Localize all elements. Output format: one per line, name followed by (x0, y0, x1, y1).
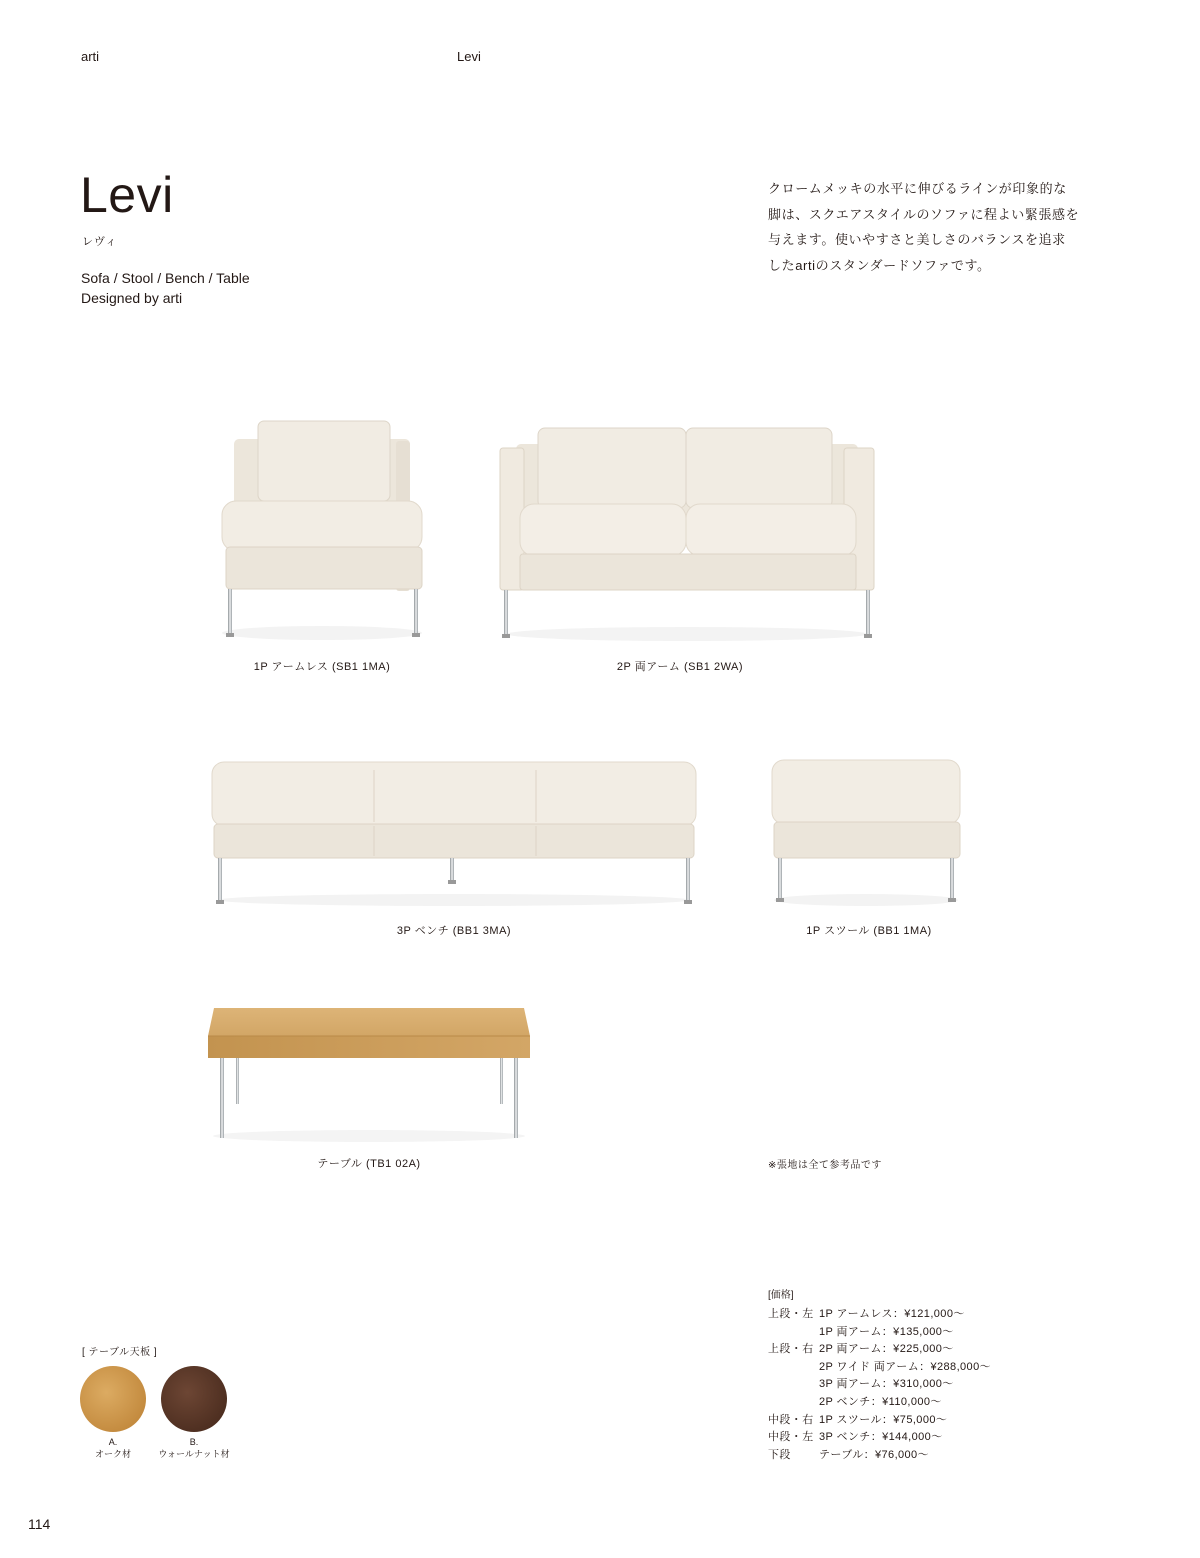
page-number: 114 (28, 1516, 51, 1532)
price-row (768, 1324, 991, 1342)
description-line: クロームメッキの水平に伸びるラインが印象的な (768, 181, 1067, 196)
walnut-code: B. (189, 1437, 199, 1447)
price-item: 2P 両アーム：¥225,000～ (819, 1343, 954, 1356)
description-line: 与えます。使いやすさと美しさのバランスを追求 (768, 232, 1066, 247)
walnut-swatch (161, 1366, 227, 1432)
price-row (768, 1394, 991, 1412)
oak-code: A. (108, 1437, 118, 1447)
stool-image (766, 758, 966, 908)
price-row (768, 1412, 991, 1430)
table-top-title: [ テーブル天板 ] (82, 1347, 158, 1358)
description-line: したartiのスタンダードソファです。 (768, 257, 991, 273)
table-image (204, 1004, 534, 1144)
two-arm-sofa-caption: 2P 両アーム (SB1 2WA) (616, 661, 744, 673)
price-item: 3P ベンチ：¥144,000～ (819, 1431, 943, 1444)
oak-swatch (80, 1366, 146, 1432)
two-arm-sofa-image (494, 420, 880, 645)
price-item: 1P スツール：¥75,000～ (819, 1413, 948, 1426)
price-row (768, 1359, 991, 1377)
price-position: 上段・左 (768, 1308, 814, 1320)
price-list (768, 1306, 991, 1464)
designer-text: Designed by arti (81, 290, 183, 306)
bench-caption: 3P ベンチ (BB1 3MA) (396, 925, 512, 937)
price-item: テーブル：¥76,000～ (819, 1448, 929, 1461)
oak-label (73, 1436, 153, 1460)
brand-name: arti (81, 49, 100, 64)
price-row (768, 1429, 991, 1447)
price-row (768, 1376, 991, 1394)
armless-sofa-image (214, 415, 430, 645)
price-row (768, 1341, 991, 1359)
price-position: 中段・左 (768, 1431, 814, 1444)
walnut-name: ウォールナット材 (158, 1449, 230, 1459)
walnut-label (154, 1436, 234, 1460)
price-row (768, 1447, 991, 1465)
stool-caption: 1P スツール (BB1 1MA) (806, 925, 932, 937)
price-position: 中段・右 (768, 1413, 814, 1426)
price-item: 2P ワイド 両アーム：¥288,000～ (819, 1360, 991, 1373)
description-line: 脚は、スクエアスタイルのソファに程よい緊張感を (768, 206, 1080, 222)
price-item: 3P 両アーム：¥310,000～ (819, 1378, 954, 1391)
price-title: [価格] (768, 1290, 794, 1301)
price-item: 2P ベンチ：¥110,000～ (819, 1395, 942, 1408)
categories-text: Sofa / Stool / Bench / Table (81, 270, 250, 286)
armless-sofa-caption: 1P アームレス (SB1 1MA) (253, 661, 391, 673)
table-caption: テーブル (TB1 02A) (317, 1158, 421, 1170)
description (768, 176, 1108, 278)
upholstery-note: ※張地は全て参考品です (768, 1160, 882, 1171)
page-title: Levi (80, 167, 174, 223)
price-row (768, 1306, 991, 1324)
product-categories (81, 268, 250, 308)
bench-image (206, 758, 702, 908)
price-position: 上段・右 (768, 1343, 814, 1356)
price-position: 下段 (768, 1448, 791, 1461)
series-name: Levi (457, 49, 481, 64)
title-kana: レヴィ (82, 236, 118, 248)
price-item: 1P 両アーム：¥135,000～ (819, 1325, 954, 1338)
oak-name: オーク材 (94, 1449, 131, 1459)
price-item: 1P アームレス：¥121,000～ (819, 1308, 965, 1320)
